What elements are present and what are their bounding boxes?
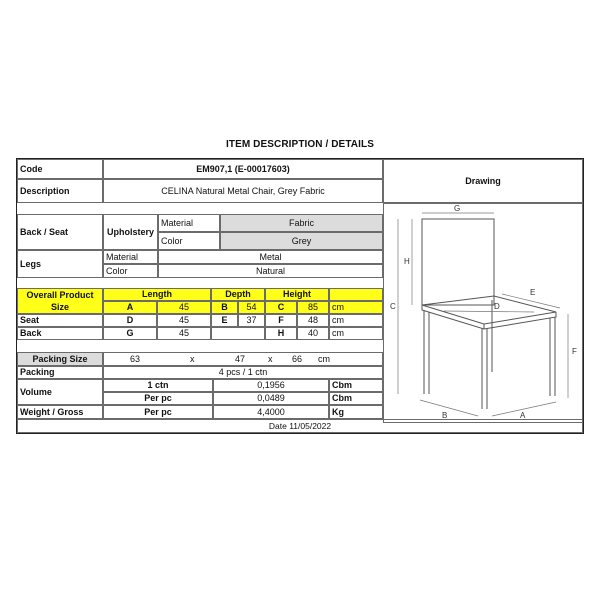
overall-size-label xyxy=(17,288,103,314)
back-seat-color-label: Color xyxy=(158,232,220,250)
legs-material-label: Material xyxy=(103,250,158,264)
back-seat-material-value: Fabric xyxy=(220,214,383,232)
seat-depth-key: E xyxy=(211,314,238,327)
dim-h-letter: H xyxy=(404,257,410,266)
overall-header-blank xyxy=(329,288,383,301)
packing-size-height: 66 xyxy=(292,353,303,364)
back-seat-label: Back / Seat xyxy=(17,214,103,250)
date-footer: Date 11/05/2022 xyxy=(17,419,583,433)
overall-depth-key: B xyxy=(211,301,238,314)
volume-ctn-label: 1 ctn xyxy=(103,379,213,392)
description-value: CELINA Natural Metal Chair, Grey Fabric xyxy=(103,179,383,203)
packing-label: Packing xyxy=(17,366,103,379)
back-seat-material-label: Material xyxy=(158,214,220,232)
dim-c-letter: C xyxy=(390,302,396,311)
packing-size-x1: x xyxy=(190,353,195,364)
dim-f-letter: F xyxy=(572,347,577,356)
back-length-value: 45 xyxy=(157,327,211,340)
volume-pc-value: 0,0489 xyxy=(213,392,329,405)
height-header: Height xyxy=(265,288,329,301)
back-height-value: 40 xyxy=(297,327,329,340)
packing-value: 4 pcs / 1 ctn xyxy=(103,366,383,379)
packing-size-depth: 47 xyxy=(235,353,246,364)
dim-g-letter: G xyxy=(454,204,461,213)
dim-d-letter: D xyxy=(494,302,500,311)
volume-ctn-value: 0,1956 xyxy=(213,379,329,392)
back-unit: cm xyxy=(329,327,383,340)
packing-size-value-row xyxy=(103,352,383,366)
weight-per-label: Per pc xyxy=(103,405,213,419)
depth-header: Depth xyxy=(211,288,265,301)
seat-height-key: F xyxy=(265,314,297,327)
packing-size-length: 63 xyxy=(130,353,141,364)
page-title: ITEM DESCRIPTION / DETAILS xyxy=(226,139,374,150)
code-label: Code xyxy=(17,159,103,179)
drawing-panel xyxy=(383,203,583,423)
volume-pc-unit: Cbm xyxy=(329,392,383,405)
dim-a-letter: A xyxy=(520,411,526,420)
packing-size-label: Packing Size xyxy=(17,352,103,366)
overall-height-key: C xyxy=(265,301,297,314)
seat-unit: cm xyxy=(329,314,383,327)
dim-b-letter: B xyxy=(442,411,448,420)
seat-depth-value: 37 xyxy=(238,314,265,327)
chair-backrest xyxy=(422,219,494,305)
back-length-key: G xyxy=(103,327,157,340)
code-value: EM907,1 (E-00017603) xyxy=(103,159,383,179)
upholstery-label: Upholstery xyxy=(103,214,158,250)
legs-color-value: Natural xyxy=(158,264,383,278)
volume-ctn-unit: Cbm xyxy=(329,379,383,392)
legs-color-label: Color xyxy=(103,264,158,278)
overall-length-value: 45 xyxy=(157,301,211,314)
back-height-key: H xyxy=(265,327,297,340)
back-seat-color-value: Grey xyxy=(220,232,383,250)
description-label: Description xyxy=(17,179,103,203)
seat-height-value: 48 xyxy=(297,314,329,327)
item-details-sheet xyxy=(16,158,584,434)
seat-length-value: 45 xyxy=(157,314,211,327)
overall-size-line2: Size xyxy=(50,301,69,312)
weight-value: 4,4000 xyxy=(213,405,329,419)
back-label: Back xyxy=(17,327,103,340)
overall-size-line1: Overall Product xyxy=(26,289,94,300)
volume-pc-label: Per pc xyxy=(103,392,213,405)
weight-label: Weight / Gross xyxy=(17,405,103,419)
legs-material-value: Metal xyxy=(158,250,383,264)
overall-unit: cm xyxy=(329,301,383,314)
packing-size-x2: x xyxy=(268,353,273,364)
seat-label: Seat xyxy=(17,314,103,327)
overall-height-value: 85 xyxy=(297,301,329,314)
packing-size-unit: cm xyxy=(318,353,330,364)
drawing-label: Drawing xyxy=(383,159,583,203)
weight-unit: Kg xyxy=(329,405,383,419)
overall-depth-value: 54 xyxy=(238,301,265,314)
overall-length-key: A xyxy=(103,301,157,314)
chair-drawing xyxy=(384,204,582,422)
volume-label: Volume xyxy=(17,379,103,405)
dim-e-letter: E xyxy=(530,288,536,297)
seat-length-key: D xyxy=(103,314,157,327)
length-header: Length xyxy=(103,288,211,301)
chair-seat xyxy=(422,296,556,324)
back-depth-blank xyxy=(211,327,265,340)
legs-label: Legs xyxy=(17,250,103,278)
